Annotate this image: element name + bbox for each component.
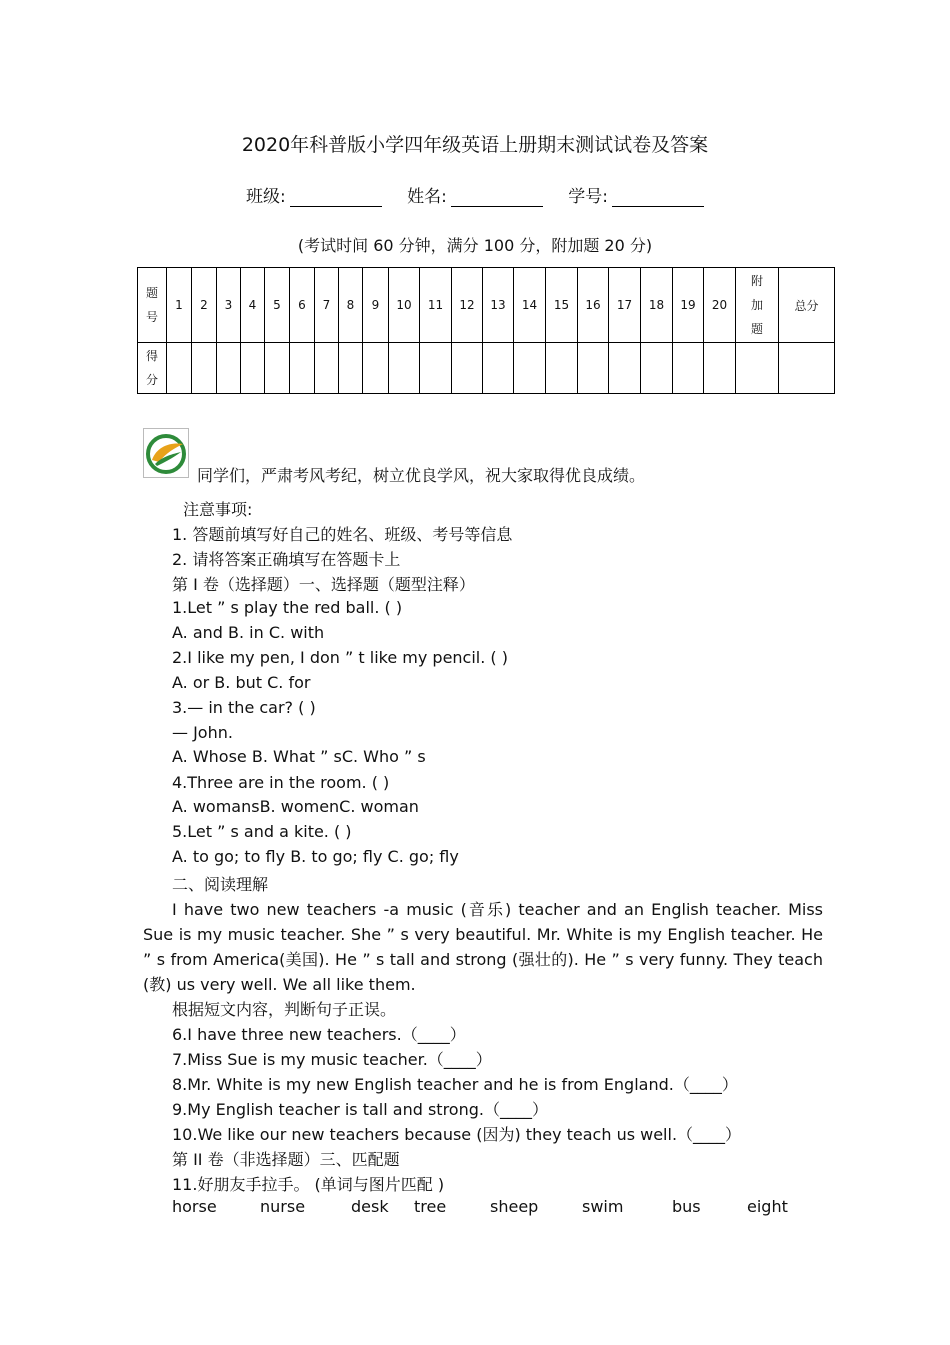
- judge-item: 10.We like our new teachers because (因为) they teach us well.（____）: [172, 1125, 742, 1144]
- question-number-cell: 12: [452, 268, 483, 343]
- score-cell[interactable]: [641, 343, 673, 394]
- question-line: 2.I like my pen, I don ” t like my pencil. ( ): [172, 648, 508, 667]
- score-cell[interactable]: [514, 343, 546, 394]
- word-item: tree: [414, 1197, 447, 1216]
- class-field[interactable]: [290, 188, 382, 207]
- name-label: 姓名:: [407, 187, 447, 207]
- option-line: A. womansB. womenC. woman: [172, 797, 419, 816]
- question-number-cell: 4: [241, 268, 265, 343]
- question-number-cell: 2: [192, 268, 217, 343]
- score-cell[interactable]: [420, 343, 452, 394]
- score-cell[interactable]: [290, 343, 315, 394]
- question-number-cell: 17: [609, 268, 641, 343]
- score-cell[interactable]: [736, 343, 779, 394]
- score-cell[interactable]: [192, 343, 217, 394]
- question-number-cell: 1: [167, 268, 192, 343]
- option-line: A. to go; to fly B. to go; fly C. go; fly: [172, 847, 459, 866]
- question-line: 5.Let ” s and a kite. ( ): [172, 822, 352, 841]
- score-cell[interactable]: [167, 343, 192, 394]
- extra-question-cell: 附 加 题: [736, 268, 779, 343]
- name-field[interactable]: [451, 188, 543, 207]
- score-cell[interactable]: [452, 343, 483, 394]
- section2-title: 二、阅读理解: [172, 875, 269, 894]
- question-number-cell: 8: [339, 268, 363, 343]
- score-cell[interactable]: [389, 343, 420, 394]
- word-item: bus: [672, 1197, 701, 1216]
- score-table: [137, 267, 835, 394]
- word-item: nurse: [260, 1197, 306, 1216]
- notes-title: 注意事项:: [183, 500, 253, 519]
- total-cell: 总分: [779, 268, 835, 343]
- question-number-cell: 14: [514, 268, 546, 343]
- question-number-cell: 15: [546, 268, 578, 343]
- leaf-logo-icon: [143, 428, 189, 478]
- part1-header: 第 I 卷（选择题）一、选择题（题型注释）: [172, 575, 475, 594]
- score-cell[interactable]: [704, 343, 736, 394]
- id-field[interactable]: [612, 188, 704, 207]
- word-item: desk: [351, 1197, 389, 1216]
- word-item: horse: [172, 1197, 217, 1216]
- score-label-cell: 得 分: [138, 343, 167, 394]
- student-info: [0, 182, 950, 207]
- question-line: 3.— in the car? ( ): [172, 698, 316, 717]
- score-cell[interactable]: [241, 343, 265, 394]
- class-label: 班级:: [245, 187, 286, 207]
- question-number-cell: 6: [290, 268, 315, 343]
- score-cell[interactable]: [363, 343, 389, 394]
- score-cell[interactable]: [546, 343, 578, 394]
- question-number-cell: 16: [578, 268, 609, 343]
- score-cell[interactable]: [339, 343, 363, 394]
- score-cell[interactable]: [265, 343, 290, 394]
- part2-header: 第 II 卷（非选择题）三、匹配题: [172, 1150, 400, 1169]
- header-label-cell: 题 号: [138, 268, 167, 343]
- exam-note: (考试时间 60 分钟，满分 100 分，附加题 20 分): [297, 236, 653, 255]
- judge-item: 8.Mr. White is my new English teacher and he is from England.（____）: [172, 1075, 738, 1094]
- judge-item: 7.Miss Sue is my music teacher.（____）: [172, 1050, 492, 1069]
- word-item: swim: [582, 1197, 624, 1216]
- answer-line: — John.: [172, 723, 233, 742]
- score-cell[interactable]: [779, 343, 835, 394]
- question-line: 4.Three are in the room. ( ): [172, 773, 390, 792]
- score-cell[interactable]: [578, 343, 609, 394]
- score-cell[interactable]: [609, 343, 641, 394]
- note-item: 1. 答题前填写好自己的姓名、班级、考号等信息: [172, 525, 513, 544]
- question-number-cell: 20: [704, 268, 736, 343]
- score-table-score-row: [138, 343, 835, 394]
- question-number-cell: 10: [389, 268, 420, 343]
- score-table-header-row: [138, 268, 835, 343]
- word-item: eight: [747, 1197, 788, 1216]
- question-number-cell: 7: [315, 268, 339, 343]
- question-number-cell: 9: [363, 268, 389, 343]
- score-cell[interactable]: [315, 343, 339, 394]
- question-number-cell: 19: [673, 268, 704, 343]
- judge-item: 9.My English teacher is tall and strong.（____）: [172, 1100, 548, 1119]
- score-cell[interactable]: [673, 343, 704, 394]
- question-number-cell: 5: [265, 268, 290, 343]
- note-item: 2. 请将答案正确填写在答题卡上: [172, 550, 401, 569]
- judge-item: 6.I have three new teachers.（____）: [172, 1025, 466, 1044]
- word-list: [172, 1197, 812, 1216]
- option-line: A. and B. in C. with: [172, 623, 325, 642]
- page-title: 2020年科普版小学四年级英语上册期末测试试卷及答案: [241, 134, 709, 156]
- score-cell[interactable]: [217, 343, 241, 394]
- option-line: A. Whose B. What ” sC. Who ” s: [172, 747, 426, 766]
- word-item: sheep: [490, 1197, 539, 1216]
- judge-instruction: 根据短文内容，判断句子正误。: [172, 1000, 397, 1019]
- reading-passage: I have two new teachers -a music (音乐) teacher and an English teacher. Miss Sue is my music teacher. She ” s very beautiful. Mr. White is my English teacher. He ” s from America(美国). He ” s tall and strong (强壮的). He ” s very funny. They teach (教) us very well. We all like them.: [143, 900, 823, 994]
- question-11: 11.好朋友手拉手。 (单词与图片匹配 ): [172, 1175, 445, 1194]
- question-line: 1.Let ” s play the red ball. ( ): [172, 598, 403, 617]
- id-label: 学号:: [568, 187, 608, 207]
- option-line: A. or B. but C. for: [172, 673, 311, 692]
- greeting-text: 同学们，严肃考风考纪，树立优良学风，祝大家取得优良成绩。: [197, 466, 646, 485]
- question-number-cell: 13: [483, 268, 514, 343]
- question-number-cell: 18: [641, 268, 673, 343]
- question-number-cell: 11: [420, 268, 452, 343]
- score-cell[interactable]: [483, 343, 514, 394]
- question-number-cell: 3: [217, 268, 241, 343]
